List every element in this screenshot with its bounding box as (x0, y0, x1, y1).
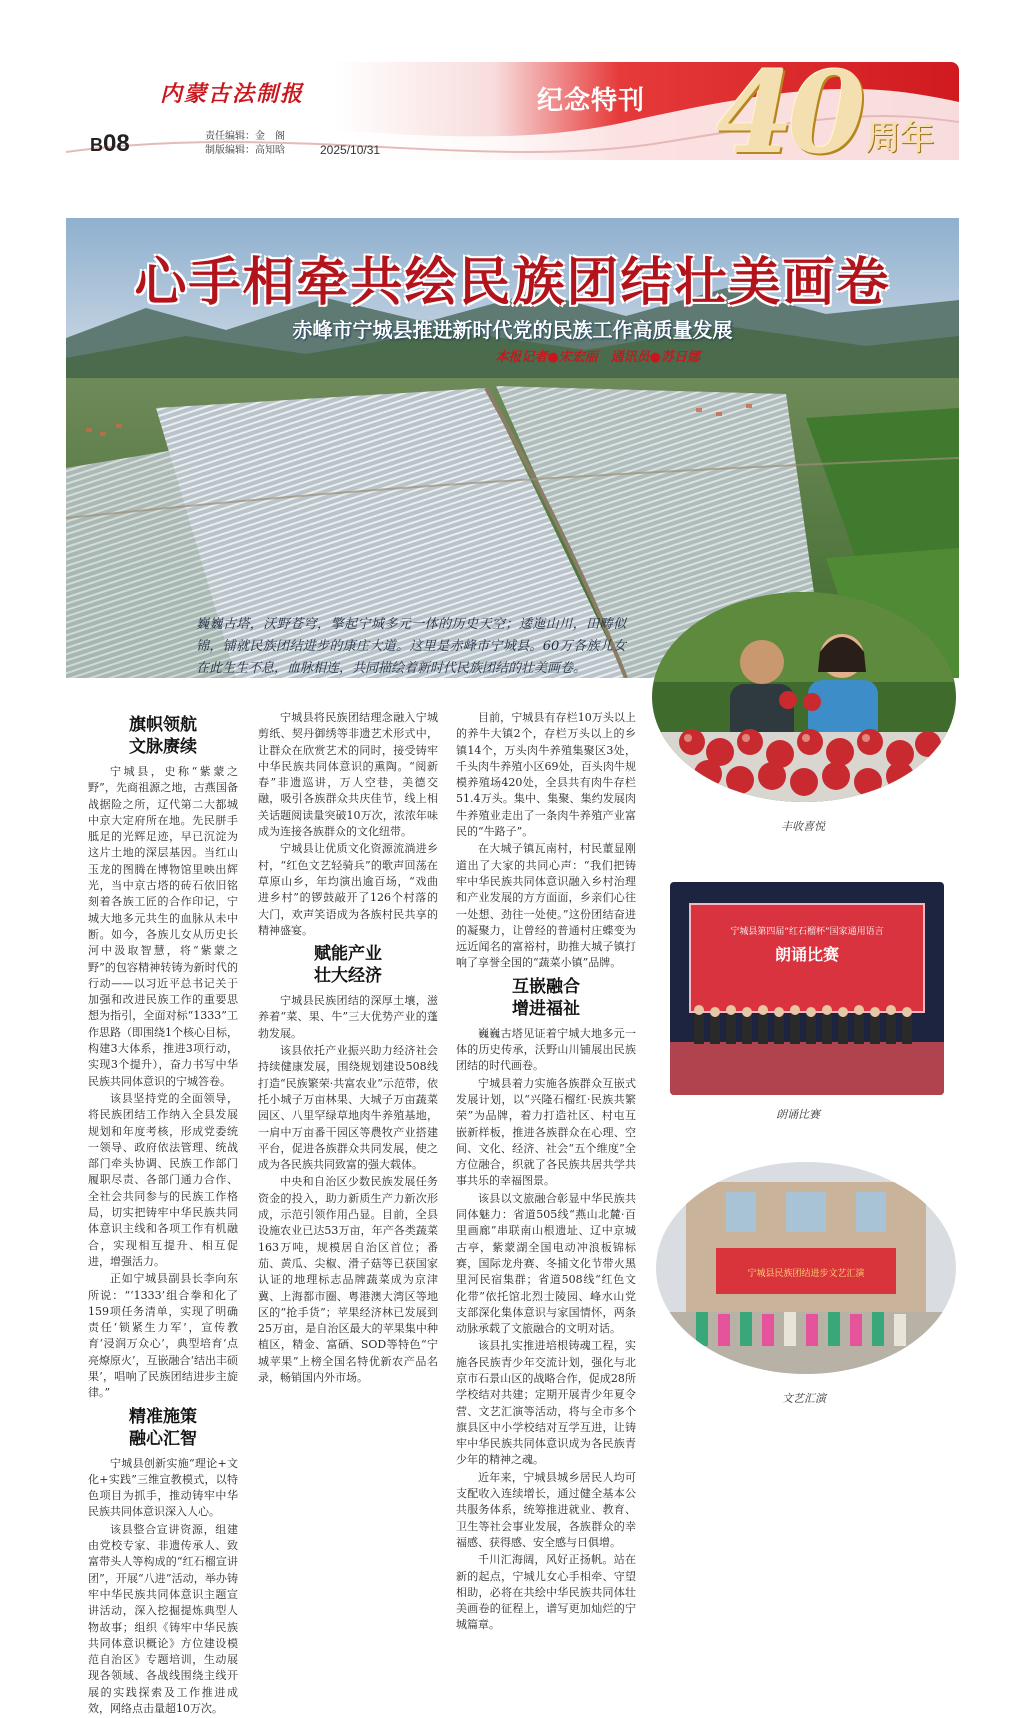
paragraph: 巍巍古塔见证着宁城大地多元一体的历史传承，沃野山川铺展出民族团结的时代画卷。 (456, 1026, 636, 1073)
intro-lead: 巍巍古塔，沃野苍穹，擎起宁城多元一体的历史天空；逶迤山川，田畴似锦，铺就民族团结进步的康庄大道。这里是赤峰市宁城县。60万各族儿女在此生生不息，血脉相连，共同描绘着新时代民族团结的壮美画卷。 (196, 617, 626, 676)
harvest-photo (652, 592, 956, 802)
layout-editor-line: 制版编辑：高知晗 (205, 145, 285, 156)
paragraph: 该县整合宣讲资源，组建由党校专家、非遗传承人、致富带头人等构成的“红石榴宣讲团”，开展“八进”活动，举办铸牢中华民族共同体意识主题宣讲活动，深入挖掘提炼典型人物故事；组织《铸牢中华民族共同体意识概论》方位建设模范自治区》专题培训，生动展现各领域、各战线围绕主线开展的实践探索及工作推进成效，网络点击量超10万次。 (88, 1522, 238, 1716)
section-heading (456, 976, 636, 1020)
section-title-line: 文脉赓续 (129, 737, 197, 757)
paragraph: 千川汇海阔，风好正扬帆。站在新的起点，宁城儿女心手相牵、守望相助，必将在共绘中华民族共同体壮美画卷的征程上，谱写更加灿烂的宁城篇章。 (456, 1553, 636, 1632)
paragraph: 该县以文旅融合彰显中华民族共同体魅力：省道505线“燕山北麓·百里画廊”串联南山根遗址、辽中京城古亭，紫蒙湖全国电动冲浪板锦标赛，国际龙舟赛、冬捕文化节带火黑里河民宿集群；省道508线“红色文化带”依托馆北烈士陵园、峰水山党支部深化集体意识与家国情怀，两条动脉承载了文旅融合的文明对话。 (456, 1191, 636, 1336)
section-title-line: 赋能产业 (314, 944, 382, 965)
section-heading (88, 1406, 238, 1450)
paragraph: 宁城县民族团结的深厚土壤，滋养着“菜、果、牛”三大优势产业的蓬勃发展。 (258, 994, 438, 1040)
paragraph: 宁城县，史称“紫蒙之野”，先商祖源之地，古燕国备战据险之所，辽代第二大都城中京大定府所在地。先民胼手胝足的光辉足迹，早已沉淀为这片土地的深层基因。当红山玉龙的图腾在博物馆里映出辉光，当中京古塔的砖石依旧铭刻着各族工匠的合作印记，宁城大地多元共生的血脉从未中断。如今，各族儿女从历史长河中汲取智慧，将“紫蒙之野”的包容精神转铸为新时代的行动——以习近平总书记关于加强和改进民族工作的重要思想为指引，全面对标“1333”工作思路（即围绕1个核心目标，构建3大体系，推进3项行动，实现3个提升），奋力书写中华民族共同体意识的宁城答卷。 (88, 765, 238, 1088)
paragraph: 宁城县创新实施“理论+文化+实践”三维宣教模式，以特色项目为抓手，推动铸牢中华民族共同体意识深入人心。 (88, 1456, 238, 1519)
stage-banner-line2: 朗诵比赛 (774, 945, 840, 964)
paragraph: 近年来，宁城县城乡居民人均可支配收入连续增长，通过健全基本公共服务体系，统筹推进就业、教育、卫生等社会事业发展，各族群众的幸福感、获得感、安全感与日俱增。 (456, 1470, 636, 1549)
performance-banner-text: 宁城县民族团结进步文艺汇演 (747, 1269, 865, 1279)
stage-banner-line1: 宁城县第四届“红石榴杯”国家通用语言 (730, 927, 884, 937)
section-title-line: 互嵌融合 (512, 976, 580, 997)
section-title-line: 旗帜领航 (129, 715, 197, 735)
paragraph: 中央和自治区少数民族发展任务资金的投入，助力新质生产力新次形成，示范引领作用凸显。目前，全县设施农业已达53万亩，年产各类蔬菜163万吨，规模居自治区首位；番茄、黄瓜、尖椒、滑子菇等已获国家认证的地理标志品牌蔬菜成为京津冀、上海都市圈、粤港澳大湾区等地区的“抢手货”；苹果经济林已发展到25万亩，是自治区最大的苹果集中种植区，精金、富硒、SOD等特色“宁城苹果”上榜全国名特优新农产品名录，畅销国内外市场。 (258, 1175, 438, 1384)
issue-date: 2025/10/31 (320, 143, 381, 157)
paragraph: 宁城县让优质文化资源流淌进乡村，“红色文艺轻骑兵”的歌声回荡在草原山乡，年均演出逾百场，“戏曲进乡村”的锣鼓敲开了126个村落的大门，欢声笑语成为各族村民共享的精神盛宴。 (258, 842, 438, 937)
article-column-3 (456, 710, 636, 1635)
arts-performance-photo (656, 1162, 956, 1374)
paragraph: 该县扎实推进培根铸魂工程，实施各民族青少年交流计划，强化与北京市石景山区的战略合作，促成28所学校结对共建；定期开展青少年夏令营、文艺汇演等活动，将与全市多个旗县区中小学校结对互学互进，让铸牢中华民族共同体意识成为各民族青少年的精神之魂。 (456, 1339, 636, 1467)
page-digits: 08 (103, 130, 130, 157)
anniversary-number: 40 (716, 48, 860, 179)
section-heading (88, 714, 238, 758)
photo-caption: 朗诵比赛 (776, 1108, 820, 1121)
article-column-2 (258, 710, 438, 1387)
paragraph: 宁城县着力实施各族群众互嵌式发展计划，以“兴隆石榴红·民族共繁荣”为品牌，着力打造社区、村屯互嵌新样板，推进各族群众在心理、空间、文化、经济、社会“五个维度”全方位融合，织就了各民族共居共学共事共乐的幸福图景。 (456, 1076, 636, 1188)
section-heading (258, 943, 438, 987)
newspaper-logo: 内蒙古法制报 (160, 81, 305, 107)
performance-illustration (656, 1162, 956, 1374)
paragraph: 该县依托产业振兴助力经济社会持续健康发展，围绕规划建设508线打造“民族繁荣·共富农业”示范带，依托小城子万亩林果、大城子万亩蔬菜园区、八里罕绿草地肉牛养殖基地，一肩中万亩番干园区等農牧产业搭建平台，促进各族群众共同发展，使之成为各民族共同致富的强大载体。 (258, 1044, 438, 1172)
headline-title: 心手相牵共绘民族团结壮美画卷 (134, 252, 891, 313)
recitation-contest-photo (670, 882, 944, 1095)
stage-illustration (670, 882, 944, 1095)
editor-line: 责任编辑：金 阁 (205, 131, 285, 142)
paragraph: 宁城县将民族团结理念融入宁城剪纸、契丹御绣等非遗艺术形式中，让群众在欣赏艺术的同时，接受铸牢中华民族共同体意识的熏陶。“阅新春”非遗巡讲，万人空巷，美德交融，吸引各族群众共庆佳节，线上相关话题阅读量突破10万次，浓浓年味成为连接各族群众的文化纽带。 (258, 711, 438, 839)
article-column-1 (88, 710, 238, 1718)
paragraph: 目前，宁城县有存栏10万头以上的养牛大镇2个，存栏万头以上的乡镇14个，万头肉牛养殖集聚区3处，千头肉牛养殖小区69处，百头肉牛规模养殖场420处，全县共有肉牛存栏51.4万头。集中、集聚、集约发展肉牛养殖业走出了一条肉牛养殖产业富民的“牛路子”。 (456, 711, 636, 839)
photo-caption: 丰收喜悦 (781, 820, 825, 833)
page-letter: B (90, 135, 103, 155)
section-title-line: 精准施策 (129, 1406, 197, 1427)
paragraph: 正如宁城县副县长李向东所说：“‘1333’组合拳和化了159项任务清单，实现了明确责任‘锁紧生力军’，宣传教育‘浸润万众心’，典型培育‘点亮燎原火’，互嵌融合‘结出丰硕果’，唱响了民族团结进步主旋律。” (88, 1272, 238, 1400)
paragraph: 在大城子镇瓦南村，村民董显刚道出了大家的共同心声：“我们把铸牢中华民族共同体意识融入乡村治理和产业发展的方方面面，乡亲们心往一处想、劲往一处使。”这份团结奋进的凝聚力，让曾经的普通村庄蝶变为远近闻名的富裕村，助推大城子镇打响了享誉全国的“蔬菜小镇”品牌。 (456, 842, 636, 970)
section-title-line: 壮大经济 (314, 966, 382, 987)
section-title-line: 增进福祉 (512, 998, 580, 1019)
headline-subtitle: 赤峰市宁城县推进新时代党的民族工作高质量发展 (292, 318, 733, 342)
section-title-line: 融心汇智 (129, 1428, 197, 1449)
photo-caption: 文艺汇演 (782, 1392, 826, 1405)
special-issue-label: 纪念特刊 (537, 86, 646, 116)
paragraph: 该县坚持党的全面领导，将民族团结工作纳入全县发展规划和年度考核，形成党委统一领导、政府依法管理、统战部门牵头协调、民族工作部门履职尽责、各部门通力合作、全社会共同参与的民族工作格局，切实把铸牢中华民族共同体意识主线和各项工作有机融合，实现相互提升、相互促进，增强活力。 (88, 1091, 238, 1268)
anniversary-text: 周年 (866, 118, 934, 158)
byline: 本报记者●宋宏丽 通讯员●苏日娜 (495, 350, 700, 365)
harvest-illustration (652, 592, 956, 802)
editor-credits (205, 130, 285, 158)
page-number (90, 130, 130, 158)
